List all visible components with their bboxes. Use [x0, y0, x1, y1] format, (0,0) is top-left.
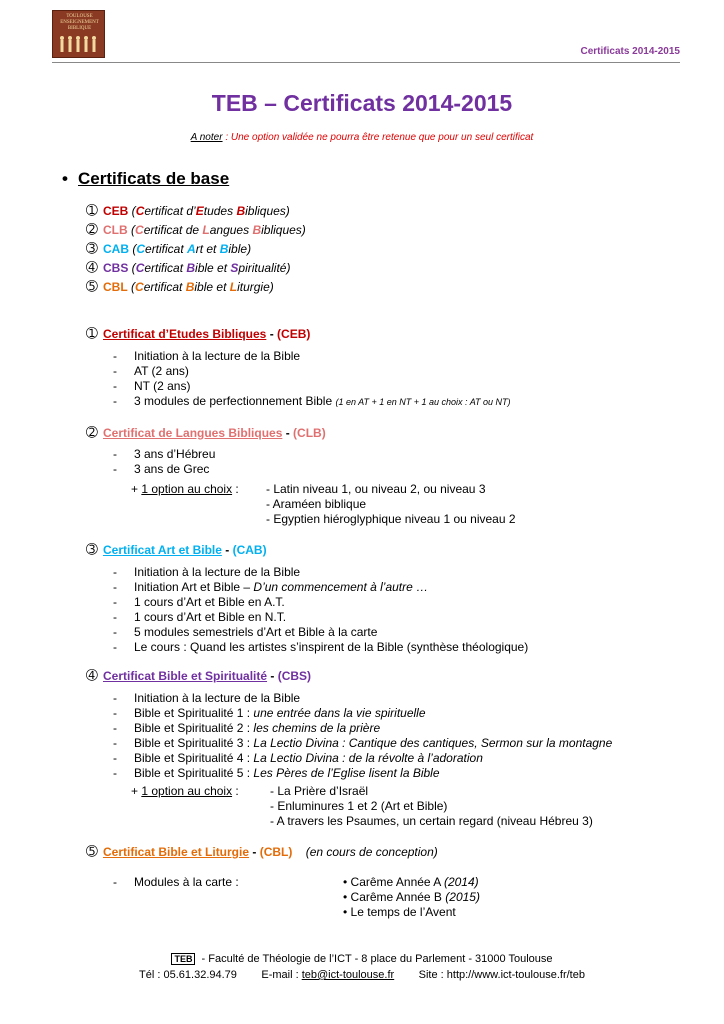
circled-number-3-icon: ➂ [86, 541, 98, 557]
note: A noter : Une option validée ne pourra être retenue que pour un seul certificat [190, 132, 534, 143]
logo-figures-icon [57, 35, 102, 53]
clb-heading: ➁ Certificat de Langues Bibliques - (CLB) [86, 424, 326, 440]
footer-email-link[interactable]: teb@ict-toulouse.fr [301, 969, 395, 981]
cab-title: Certificat Art et Bible [103, 543, 222, 557]
note-label: A noter [190, 132, 223, 143]
note-text: Une option validée ne pourra être retenue que pour un seul certificat [230, 132, 534, 143]
summary-item-cbs: ➃ CBS (Certificat Bible et Spiritualité) [86, 259, 291, 275]
bullet-icon: • [62, 169, 68, 188]
list-item: - Egyptien hiéroglyphique niveau 1 ou niveau 2 [266, 512, 516, 526]
list-item: - Initiation à la lecture de la Bible [113, 691, 301, 705]
clb-option-label: + 1 option au choix : [131, 482, 239, 496]
list-item: - 1 cours d’Art et Bible en A.T. [113, 595, 285, 609]
cbl-status: (en cours de conception) [305, 845, 438, 859]
list-item: - 3 modules de perfectionnement Bible (1 en AT + 1 en NT + 1 au choix : AT ou NT) [113, 394, 511, 408]
running-header: Certificats 2014-2015 [580, 46, 680, 57]
list-item: • Carême Année A (2014) [343, 875, 479, 889]
ceb-heading: ➀ Certificat d’Etudes Bibliques - (CEB) [86, 325, 311, 341]
list-item: - 1 cours d’Art et Bible en N.T. [113, 610, 287, 624]
ceb-title: Certificat d’Etudes Bibliques [103, 327, 267, 341]
footer-address: TEB - Faculté de Théologie de l’ICT - 8 place du Parlement - 31000 Toulouse [0, 953, 724, 965]
footer-contact: Tél : 05.61.32.94.79 E-mail : teb@ict-toulouse.fr Site : http://www.ict-toulouse.fr/teb [139, 969, 585, 981]
list-item: - 3 ans d’Hébreu [113, 447, 216, 461]
list-item: - Araméen biblique [266, 497, 367, 511]
page-title: TEB – Certificats 2014-2015 [211, 90, 513, 116]
list-item: - Modules à la carte : [113, 875, 239, 889]
summary-item-clb: ➁ CLB (Certificat de Langues Bibliques) [86, 221, 306, 237]
bullet-icon: • [343, 905, 348, 919]
circled-number-5-icon: ➄ [86, 843, 98, 859]
cbs-option-label: + 1 option au choix : [131, 784, 239, 798]
circled-number-1-icon: ➀ [86, 325, 98, 341]
circled-number-4-icon: ➃ [86, 667, 98, 683]
teb-logo: TOULOUSE ENSEIGNEMENT BIBLIQUE [52, 10, 105, 58]
list-item: - A travers les Psaumes, un certain regard (niveau Hébreu 3) [270, 814, 593, 828]
list-item: • Le temps de l’Avent [343, 905, 456, 919]
list-item: - AT (2 ans) [113, 364, 189, 378]
section-heading: • Certificats de base [62, 169, 230, 188]
bullet-icon: • [343, 875, 348, 889]
list-item: - NT (2 ans) [113, 379, 191, 393]
list-item: - La Prière d’Israël [270, 784, 369, 798]
footer-phone: Tél : 05.61.32.94.79 [139, 969, 237, 981]
circled-number-2-icon: ➁ [86, 221, 98, 237]
bullet-icon: • [343, 890, 348, 904]
cbs-heading: ➃ Certificat Bible et Spiritualité - (CBS) [86, 667, 312, 683]
list-item: - Initiation à la lecture de la Bible [113, 349, 301, 363]
list-item: - Bible et Spiritualité 1 : une entrée dans la vie spirituelle [113, 706, 426, 720]
footer-site[interactable]: Site : http://www.ict-toulouse.fr/teb [418, 969, 585, 981]
list-item: - 5 modules semestriels d’Art et Bible à la carte [113, 625, 378, 639]
list-item: • Carême Année B (2015) [343, 890, 480, 904]
list-item: - Enluminures 1 et 2 (Art et Bible) [270, 799, 448, 813]
circled-number-3-icon: ➂ [86, 240, 98, 256]
list-item: - Initiation Art et Bible – D’un commencement à l’autre … [113, 580, 429, 594]
cbl-heading: ➄ Certificat Bible et Liturgie - (CBL) (en cours de conception) [86, 843, 438, 859]
list-item: - Bible et Spiritualité 3 : La Lectio Divina : Cantique des cantiques, Sermon sur la montagne [113, 736, 613, 750]
list-item: - Bible et Spiritualité 5 : Les Pères de l’Eglise lisent la Bible [113, 766, 440, 780]
clb-title: Certificat de Langues Bibliques [103, 426, 283, 440]
circled-number-5-icon: ➄ [86, 278, 98, 294]
teb-mark-icon: TEB [171, 953, 195, 965]
list-item: - 3 ans de Grec [113, 462, 210, 476]
cbs-title: Certificat Bible et Spiritualité [103, 669, 268, 683]
list-item: - Bible et Spiritualité 2 : les chemins de la prière [113, 721, 381, 735]
list-item: - Bible et Spiritualité 4 : La Lectio Divina : de la révolte à l’adoration [113, 751, 483, 765]
header-divider [52, 62, 680, 63]
cab-heading: ➂ Certificat Art et Bible - (CAB) [86, 541, 267, 557]
circled-number-4-icon: ➃ [86, 259, 98, 275]
list-item: - Initiation à la lecture de la Bible [113, 565, 301, 579]
summary-item-cab: ➂ CAB (Certificat Art et Bible) [86, 240, 252, 256]
cbl-title: Certificat Bible et Liturgie [103, 845, 250, 859]
list-item: - Le cours : Quand les artistes s’inspirent de la Bible (synthèse théologique) [113, 640, 529, 654]
summary-item-ceb: ➀ CEB (Certificat d’Etudes Bibliques) [86, 202, 290, 218]
summary-item-cbl: ➄ CBL (Certificat Bible et Liturgie) [86, 278, 274, 294]
circled-number-2-icon: ➁ [86, 424, 98, 440]
circled-number-1-icon: ➀ [86, 202, 98, 218]
list-item: - Latin niveau 1, ou niveau 2, ou niveau 3 [266, 482, 486, 496]
